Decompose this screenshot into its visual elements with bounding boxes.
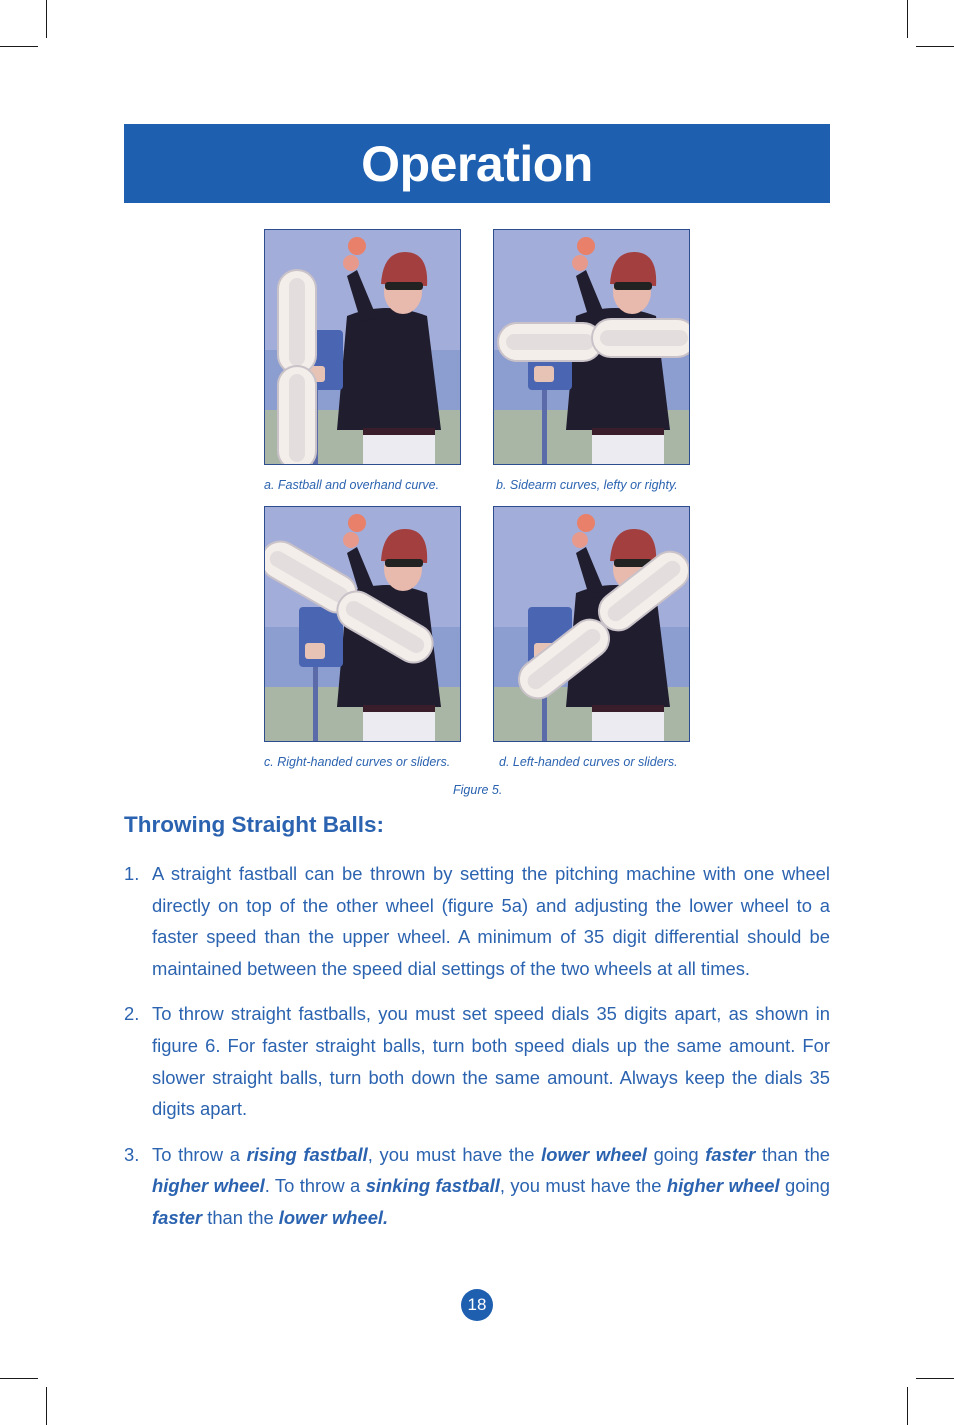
- instruction-step: [124, 858, 830, 984]
- crop-mark: [46, 1387, 47, 1425]
- photo-illustration: [494, 507, 689, 741]
- photo-illustration: [494, 230, 689, 464]
- instruction-step: [124, 1139, 830, 1234]
- photo-vertical-wheels: [264, 229, 461, 465]
- emphasis: higher wheel: [666, 1175, 780, 1197]
- crop-mark: [916, 1378, 954, 1379]
- title-banner: [124, 124, 830, 203]
- figure-label: Figure 5.: [453, 783, 503, 797]
- instruction-list: [124, 858, 830, 1248]
- emphasis: faster: [705, 1143, 756, 1165]
- step-number: 3.: [124, 1143, 140, 1165]
- instruction-step: [124, 998, 830, 1124]
- photo-horizontal-wheels: [493, 229, 690, 465]
- photo-illustration: [265, 230, 460, 464]
- crop-mark: [0, 46, 38, 47]
- emphasis: sinking fastball: [365, 1175, 500, 1197]
- crop-mark: [916, 46, 954, 47]
- crop-mark: [0, 1378, 38, 1379]
- step-text: To throw straight fastballs, you must set speed dials 35 digits apart, as shown in figure 6. For faster straight balls, turn both speed dials up the same amount. For slower straight balls, turn both down the same amount. Always keep the dials 35 digits apart.: [152, 1003, 830, 1120]
- photo-diagonal-right-wheels: [264, 506, 461, 742]
- step-text: To throw a rising fastball, you must have the lower wheel going faster than the higher wheel. To throw a sinking fastball, you must have the higher wheel going faster than the lower wheel.: [152, 1143, 831, 1228]
- page-title: Operation: [361, 135, 593, 192]
- emphasis: higher wheel: [152, 1175, 265, 1197]
- step-text: A straight fastball can be thrown by setting the pitching machine with one wheel directly on top of the other wheel (figure 5a) and adjusting the lower wheel to a faster speed than the upper wheel. A minimum of 35 digit differential should be maintained between the speed dial settings of the two wheels at all times.: [152, 863, 830, 979]
- crop-mark: [46, 0, 47, 38]
- crop-mark: [907, 1387, 908, 1425]
- figure-caption-b: b. Sidearm curves, lefty or righty.: [496, 478, 678, 492]
- emphasis: rising fastball: [246, 1143, 368, 1165]
- emphasis: lower wheel: [541, 1143, 647, 1165]
- page-number-badge: 18: [461, 1289, 493, 1321]
- step-number: 2.: [124, 1003, 140, 1025]
- photo-illustration: [265, 507, 460, 741]
- photo-diagonal-left-wheels: [493, 506, 690, 742]
- emphasis: faster: [152, 1206, 203, 1228]
- figure-caption-a: a. Fastball and overhand curve.: [264, 478, 440, 492]
- step-number: 1.: [124, 863, 140, 884]
- figure-caption-d: d. Left-handed curves or sliders.: [499, 755, 678, 769]
- figure-caption-c: c. Right-handed curves or sliders.: [264, 755, 451, 769]
- emphasis: lower wheel.: [278, 1206, 389, 1228]
- crop-mark: [907, 0, 908, 38]
- section-heading: Throwing Straight Balls:: [124, 812, 385, 837]
